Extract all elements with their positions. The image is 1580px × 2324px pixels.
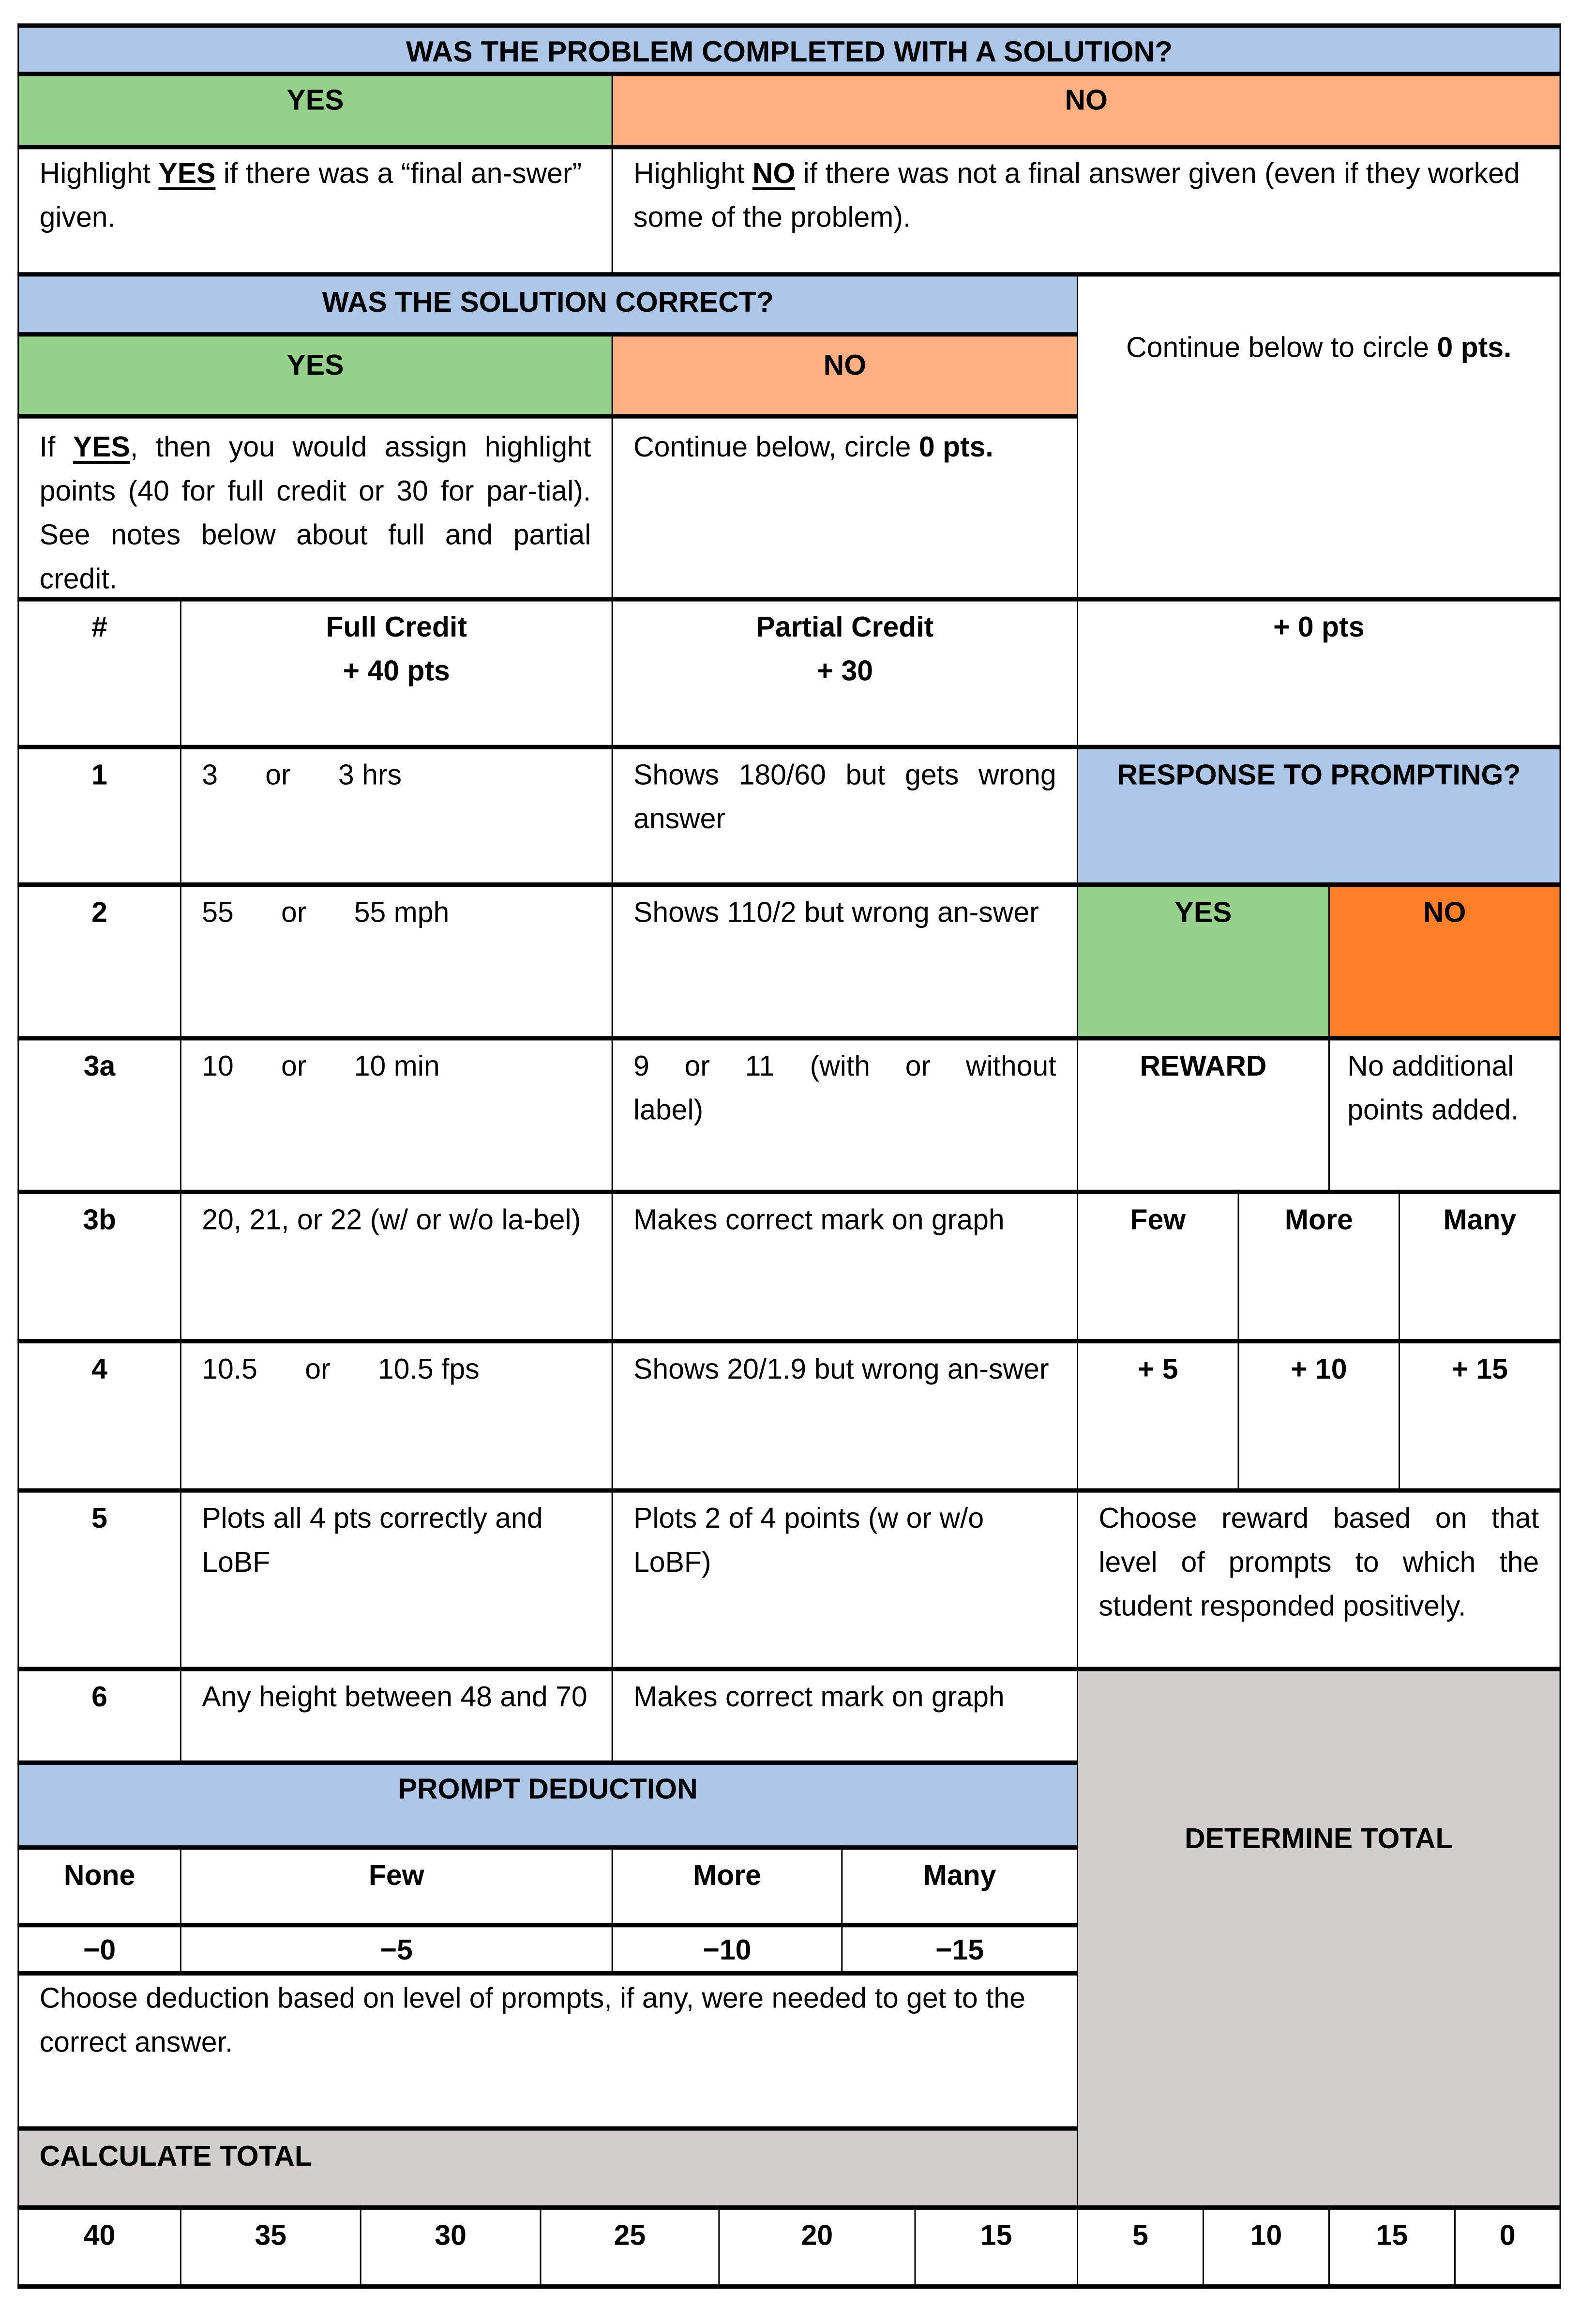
partial-credit-answer[interactable]: Shows 20/1.9 but wrong an-swer <box>612 1339 1077 1489</box>
deduction-none-points[interactable]: −0 <box>17 1923 180 1973</box>
deduction-level-few: Few <box>180 1845 612 1924</box>
yes-keyword: YES <box>158 158 216 191</box>
deduction-level-more: More <box>612 1845 842 1924</box>
section1-no-header[interactable]: NO <box>612 72 1561 145</box>
full-credit-answer[interactable]: 55 or 55 mph <box>180 882 612 1037</box>
row-number: 2 <box>17 882 180 1037</box>
section2-no-description: Continue below, circle 0 pts. <box>612 414 1077 599</box>
zero-points-header: + 0 pts <box>1077 597 1561 746</box>
determine-option[interactable]: 15 <box>1328 2205 1454 2289</box>
deduction-title: PROMPT DEDUCTION <box>17 1761 1077 1847</box>
reward-label: REWARD <box>1077 1036 1328 1191</box>
deduction-note: Choose deduction based on level of prompts, if any, were needed to get to the correct answer. <box>17 1971 1077 2127</box>
full-credit-answer[interactable]: 3 or 3 hrs <box>180 745 612 884</box>
partial-credit-answer[interactable]: Makes correct mark on graph <box>612 1190 1077 1340</box>
total-option[interactable]: 30 <box>360 2205 540 2289</box>
full-credit-answer[interactable]: 20, 21, or 22 (w/ or w/o la-bel) <box>180 1190 612 1340</box>
row-number: 3b <box>17 1190 180 1340</box>
reward-level-few: Few <box>1077 1190 1238 1340</box>
prompting-yes-header[interactable]: YES <box>1077 882 1328 1037</box>
reward-note: Choose reward based on that level of prompts to which the student responded positively. <box>1077 1488 1561 1668</box>
section2-yes-description: If YES, then you would assign highlight points (40 for full credit or 30 for par-tial). See notes below about full and partial credit. <box>17 414 611 599</box>
reward-few-points[interactable]: + 5 <box>1077 1339 1238 1489</box>
total-option[interactable]: 20 <box>718 2205 914 2289</box>
row-number: 5 <box>17 1488 180 1668</box>
section1-no-description: Highlight NO if there was not a final answer given (even if they worked some of the problem). <box>612 145 1561 275</box>
row-number: 3a <box>17 1036 180 1191</box>
section1-yes-header[interactable]: YES <box>17 72 611 145</box>
section2-no-header[interactable]: NO <box>612 332 1077 414</box>
reward-level-many: Many <box>1399 1190 1561 1340</box>
yes-keyword: YES <box>73 431 130 464</box>
total-option[interactable]: 40 <box>17 2205 180 2289</box>
row-number: 6 <box>17 1667 180 1762</box>
determine-option[interactable]: 10 <box>1203 2205 1328 2289</box>
section1-title: WAS THE PROBLEM COMPLETED WITH A SOLUTION? <box>17 23 1561 73</box>
no-reward-text: No additional points added. <box>1328 1036 1561 1191</box>
no-keyword: NO <box>752 158 796 191</box>
full-credit-answer[interactable]: Plots all 4 pts correctly and LoBF <box>180 1488 612 1668</box>
prompting-no-header[interactable]: NO <box>1328 882 1561 1037</box>
deduction-many-points[interactable]: −15 <box>841 1923 1077 1973</box>
prompting-title: RESPONSE TO PROMPTING? <box>1077 745 1561 884</box>
row-number: 1 <box>17 745 180 884</box>
determine-option[interactable]: 5 <box>1077 2205 1203 2289</box>
section2-title: WAS THE SOLUTION CORRECT? <box>17 272 1077 335</box>
determine-option[interactable]: 0 <box>1454 2205 1561 2289</box>
calculate-total-label: CALCULATE TOTAL <box>17 2127 1077 2208</box>
partial-credit-answer[interactable]: 9 or 11 (with or without label) <box>612 1036 1077 1191</box>
partial-credit-header: Partial Credit + 30 <box>612 597 1077 746</box>
reward-more-points[interactable]: + 10 <box>1238 1339 1399 1489</box>
deduction-level-many: Many <box>841 1845 1077 1924</box>
deduction-more-points[interactable]: −10 <box>612 1923 842 1973</box>
section2-yes-header[interactable]: YES <box>17 332 611 414</box>
full-credit-header: Full Credit + 40 pts <box>180 597 612 746</box>
number-column-header: # <box>17 597 180 746</box>
full-credit-answer[interactable]: Any height between 48 and 70 <box>180 1667 612 1762</box>
partial-credit-answer[interactable]: Shows 110/2 but wrong an-swer <box>612 882 1077 1037</box>
full-credit-answer[interactable]: 10 or 10 min <box>180 1036 612 1191</box>
partial-credit-answer[interactable]: Makes correct mark on graph <box>612 1667 1077 1762</box>
section2-side-note: Continue below to circle 0 pts. <box>1077 272 1561 598</box>
full-credit-answer[interactable]: 10.5 or 10.5 fps <box>180 1339 612 1489</box>
section1-yes-description: Highlight YES if there was a “final an-swer” given. <box>17 145 611 275</box>
row-number: 4 <box>17 1339 180 1489</box>
deduction-level-none: None <box>17 1845 180 1924</box>
reward-level-more: More <box>1238 1190 1399 1340</box>
reward-many-points[interactable]: + 15 <box>1399 1339 1561 1489</box>
total-option[interactable]: 25 <box>540 2205 719 2289</box>
total-option[interactable]: 15 <box>914 2205 1077 2289</box>
determine-total-panel: DETERMINE TOTAL <box>1077 1667 1561 2208</box>
deduction-few-points[interactable]: −5 <box>180 1923 612 1973</box>
total-option[interactable]: 35 <box>180 2205 360 2289</box>
partial-credit-answer[interactable]: Shows 180/60 but gets wrong answer <box>612 745 1077 884</box>
partial-credit-answer[interactable]: Plots 2 of 4 points (w or w/o LoBF) <box>612 1488 1077 1668</box>
